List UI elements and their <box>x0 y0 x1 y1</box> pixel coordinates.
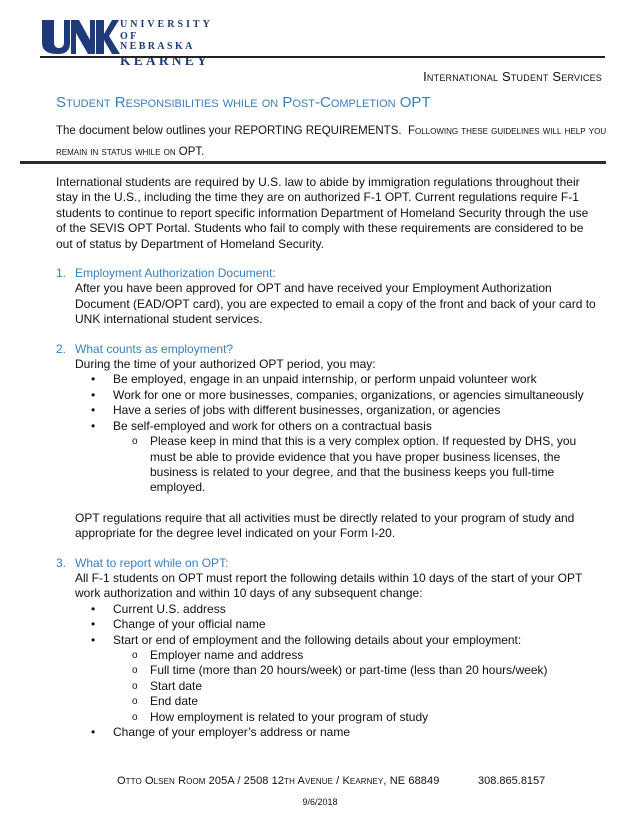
list-item: o Please keep in mind that this is a very complex option. If requested by DHS, you must be able to provide evidence that you have proper business licenses, the business is related to your degree, and that the business keeps you full-time employed. <box>132 434 577 495</box>
list-item-text: Full time (more than 20 hours/week) or part-time (less than 20 hours/week) <box>150 663 548 678</box>
list-item-text: Be self-employed and work for others on a contractual basis <box>113 418 432 433</box>
list-item-text: Be employed, engage in an unpaid internship, or perform unpaid volunteer work <box>113 372 537 387</box>
list-item: • Change of your official name <box>91 617 266 632</box>
footer-date: 9/6/2018 <box>302 797 338 807</box>
intro-reporting-requirements: REPORTING REQUIREMENTS. <box>234 125 402 137</box>
section-2-title: What counts as employment? <box>75 341 234 356</box>
section-2-number: 2. <box>56 341 67 356</box>
overview-paragraph: International students are required by U.S. law to abide by immigration regulations throughout their stay in the U.S., including the time they are on authorized F-1 OPT. Current regulations require F-1 students to continue to report specific information Department of Homeland Security through the use of the SEVIS OPT Portal. Students who fail to comply with these requirements are considered to be out of status by Department of Homeland Security. <box>56 175 589 251</box>
list-item-text: Please keep in mind that this is a very complex option. If requested by DHS, you must be able to provide evidence that you have proper business licenses, the business is related to your degree, and that the business keeps you full-time employed. <box>150 434 577 495</box>
intro-part1: The document below outlines your <box>56 125 235 137</box>
logo-wordmark <box>120 20 213 68</box>
intro-part3: Following these guidelines will help you remain in status while on <box>56 125 607 158</box>
section-3-bullets <box>56 602 601 741</box>
list-item: o Start date <box>132 678 203 693</box>
list-item: • Change of your employer’s address or name <box>91 725 351 739</box>
list-item-text: Start date <box>150 678 203 693</box>
list-item: • Have a series of jobs with different businesses, organization, or agencies <box>91 403 501 418</box>
list-item: • Work for one or more businesses, companies, organizations, or agencies simultaneously <box>91 387 584 402</box>
list-item: • Current U.S. address <box>91 601 226 616</box>
document-body <box>56 175 601 740</box>
footer-address-text: Otto Olsen Room 205A / 2508 12th Avenue / Kearney, NE 68849 <box>117 775 440 787</box>
section-2-heading <box>56 342 601 357</box>
list-item: o How employment is related to your program of study <box>132 709 429 724</box>
list-item-text: Work for one or more businesses, companies, organizations, or agencies simultaneously <box>113 387 584 402</box>
list-item: o Employer name and address <box>132 647 304 662</box>
list-item: o End date <box>132 694 199 709</box>
unk-logo <box>40 18 213 68</box>
section-3-title: What to report while on OPT: <box>75 555 229 570</box>
logo-university: UNIVERSITY <box>120 19 213 30</box>
footer-address <box>117 775 439 787</box>
list-item-text: Employer name and address <box>150 647 304 662</box>
page-title <box>56 94 431 111</box>
department-label: International Student Services <box>423 69 602 84</box>
header-rule <box>40 56 605 58</box>
page-title-text: Student Responsibilities while on Post-Completion OPT <box>56 94 431 111</box>
section-2-sub-bullets <box>113 434 601 496</box>
section-1-number: 1. <box>56 266 67 281</box>
list-item: o Full time (more than 20 hours/week) or part-time (less than 20 hours/week) <box>132 663 548 678</box>
section-divider <box>20 161 606 164</box>
section-3-heading <box>56 556 601 571</box>
list-item: • Start or end of employment and the following details about your employment: o Employer name and address o Full time (more than 20 hours/week) or part-time (less than 20 hours/week) o Start date o End date o How employment is related to your program of study <box>113 633 601 725</box>
section-1-heading <box>56 266 601 281</box>
intro-text <box>56 121 616 163</box>
logo-kearney: KEARNEY <box>120 53 210 68</box>
footer-phone: 308.865.8157 <box>478 775 546 787</box>
list-item-text: Start or end of employment and the following details about your employment: <box>113 632 522 647</box>
section-1-text: After you have been approved for OPT and have received your Employment Authorization Document (EAD/OPT card), you are expected to email a copy of the front and back of your card to UNK international student services. <box>75 281 596 327</box>
list-item-text: Change of your employer’s address or name <box>113 725 351 739</box>
list-item-text: Current U.S. address <box>113 601 226 616</box>
list-item-text: Have a series of jobs with different businesses, organization, or agencies <box>113 403 501 418</box>
section-2-closing: OPT regulations require that all activities must be directly related to your program of study and appropriate for the degree level indicated on your Form I-20. <box>75 510 575 541</box>
list-item-text: How employment is related to your program of study <box>150 709 429 724</box>
intro-part4: OPT. <box>175 146 205 158</box>
section-1-title: Employment Authorization Document: <box>75 266 276 281</box>
section-2-bullets <box>56 372 601 495</box>
section-2-lead: During the time of your authorized OPT period, you may: <box>75 357 376 372</box>
logo-of-nebraska: OF NEBRASKA <box>120 31 195 52</box>
section-3-lead: All F-1 students on OPT must report the following details within 10 days of the start of your OPT work authorization and within 10 days of any subsequent change: <box>75 570 583 601</box>
list-item-text: End date <box>150 694 199 709</box>
list-item-text: Change of your official name <box>113 617 266 632</box>
department-name <box>423 69 602 84</box>
list-item: • Be self-employed and work for others on a contractual basis o Please keep in mind that this is a very complex option. If requested by DHS, you must be able to provide evidence that you have proper business licenses, the business is related to your degree, and that the business keeps you full-time employed. <box>113 419 601 496</box>
unk-logo-mark <box>40 18 120 56</box>
section-3-sub-bullets <box>113 648 601 725</box>
list-item: • Be employed, engage in an unpaid internship, or perform unpaid volunteer work <box>91 372 537 387</box>
section-3-number: 3. <box>56 555 67 570</box>
